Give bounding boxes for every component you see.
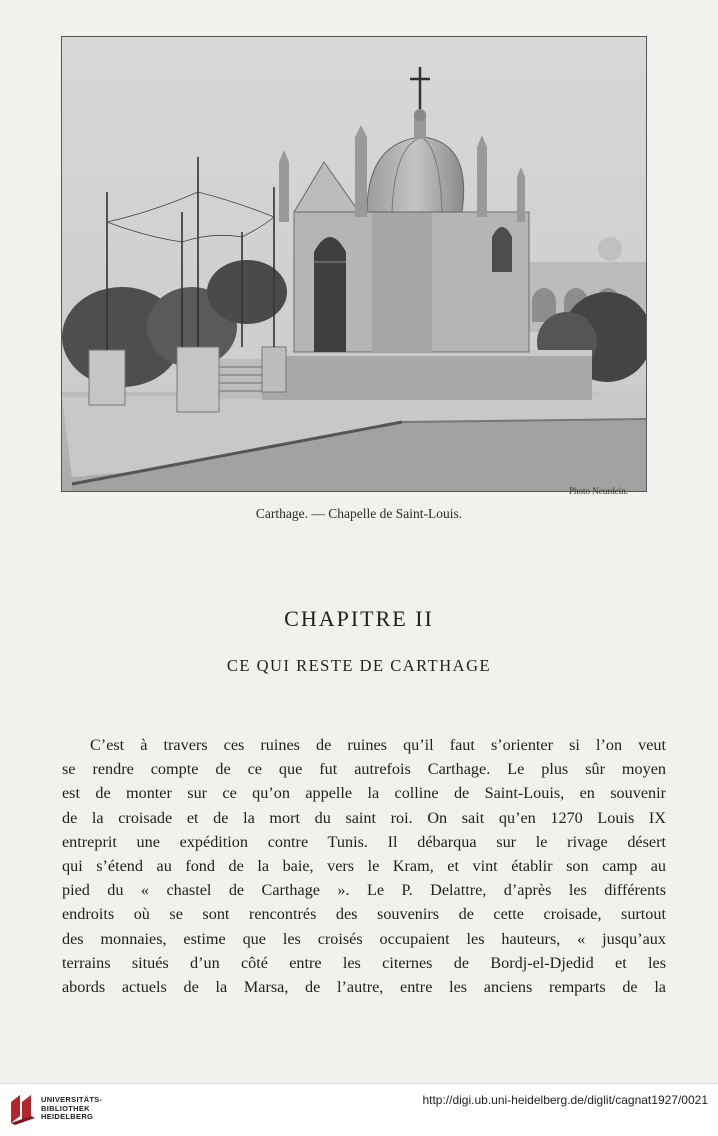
text-line: entreprit une expédition contre Tunis. Il débarqua sur le rivage désert xyxy=(62,832,666,851)
chapter-subtitle: CE QUI RESTE DE CARTHAGE xyxy=(226,656,492,675)
text-line: abords actuels de la Marsa, de l’autre, entre les anciens remparts de la xyxy=(62,978,666,997)
figure-caption: Carthage. — Chapelle de Saint-Louis. xyxy=(255,506,463,521)
text-line: terrains situés d’un côté entre les citernes de Bordj-el-Djedid et les xyxy=(62,953,666,972)
text-line: C’est à travers ces ruines de ruines qu’il faut s’orienter si l’on veut xyxy=(90,736,666,754)
text-line: pied du « chastel de Carthage ». Le P. Delattre, d’après les différents xyxy=(62,881,666,900)
digital-library-url-link[interactable]: http://digi.ub.uni-heidelberg.de/diglit/cagnat1927/0021 xyxy=(422,1093,708,1107)
university-library-logo-icon xyxy=(8,1092,38,1126)
text-line: qui s’étend au fond de la baie, vers le Kram, et vint établir son camp au xyxy=(62,857,666,876)
text-line: se rendre compte de ce que fut autrefois Carthage. Le plus sûr moyen xyxy=(62,760,666,779)
text-line: endroits où se sont rencontrés des souvenirs de cette croisade, surtout xyxy=(62,905,666,924)
photo-credit: Photo Neurdein. xyxy=(569,486,628,496)
library-footer xyxy=(0,1083,718,1136)
chapter-title: CHAPITRE II xyxy=(284,606,434,631)
chapel-photograph xyxy=(61,36,647,492)
text-line: des monnaies, estime que les croisés occupaient les hauteurs, « jusqu’aux xyxy=(62,929,666,948)
body-paragraph xyxy=(62,733,666,999)
library-name: UNIVERSITÄTS- BIBLIOTHEK HEIDELBERG xyxy=(41,1095,103,1121)
text-line: est de monter sur ce qu’on appelle la colline de Saint-Louis, en souvenir xyxy=(62,784,666,803)
text-line: de la croisade et de la mort du saint roi. On sait qu’en 1270 Louis IX xyxy=(62,808,666,827)
